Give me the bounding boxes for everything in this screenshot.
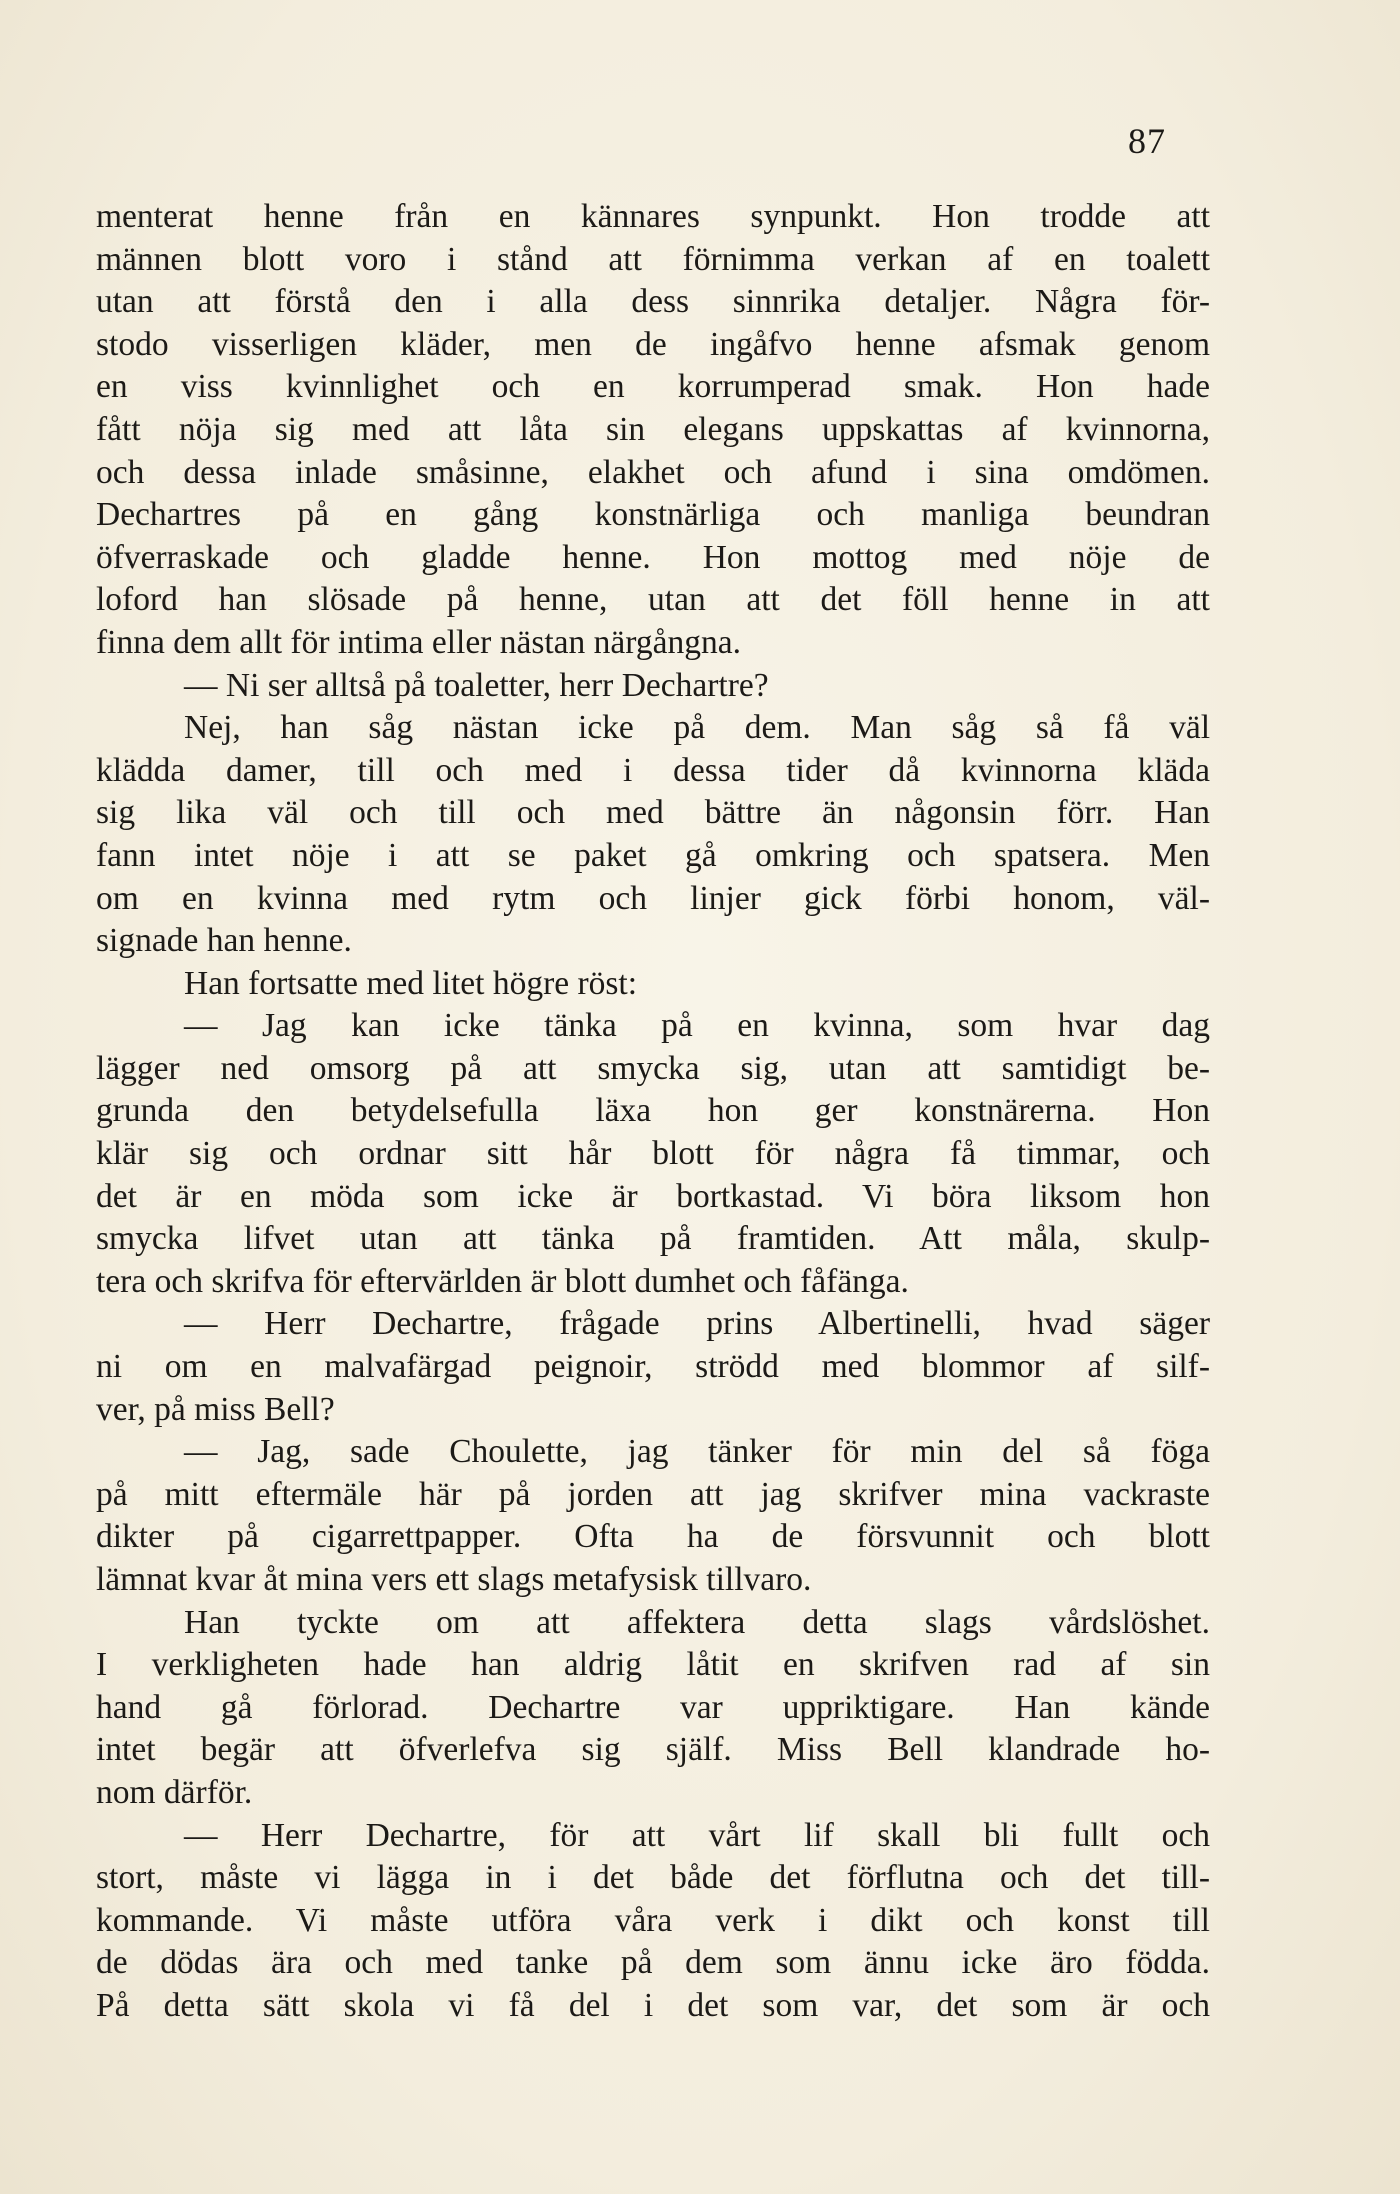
text-line: det är en möda som icke är bortkastad. Vi böra liksom hon: [96, 1177, 1210, 1215]
text-line: kommande. Vi måste utföra våra verk i dikt och konst till: [96, 1901, 1210, 1939]
text-line: fått nöja sig med att låta sin elegans uppskattas af kvinnorna,: [96, 410, 1210, 448]
text-line: och dessa inlade småsinne, elakhet och afund i sina omdömen.: [96, 453, 1210, 491]
text-line: männen blott voro i stånd att förnimma verkan af en toalett: [96, 240, 1210, 278]
text-line: sig lika väl och till och med bättre än någonsin förr. Han: [96, 794, 1210, 832]
text-line: klär sig och ordnar sitt hår blott för några få timmar, och: [96, 1135, 1210, 1173]
text-line: — Herr Dechartre, frågade prins Albertinelli, hvad säger: [184, 1305, 1210, 1343]
text-line: På detta sätt skola vi få del i det som var, det som är och: [96, 1986, 1210, 2024]
text-line: en viss kvinnlighet och en korrumperad smak. Hon hade: [96, 368, 1210, 406]
text-line: smycka lifvet utan att tänka på framtiden. Att måla, skulp-: [96, 1220, 1210, 1258]
text-line: — Herr Dechartre, för att vårt lif skall bli fullt och: [184, 1816, 1210, 1854]
text-line: nom därför.: [96, 1773, 253, 1811]
text-line: ni om en malvafärgad peignoir, strödd med blommor af silf-: [96, 1348, 1210, 1386]
text-line: Dechartres på en gång konstnärliga och manliga beundran: [96, 496, 1210, 534]
text-line: på mitt eftermäle här på jorden att jag skrifver mina vackraste: [96, 1475, 1210, 1513]
text-line: menterat henne från en kännares synpunkt. Hon trodde att: [96, 198, 1210, 235]
text-line: grunda den betydelsefulla läxa hon ger konstnärerna. Hon: [96, 1092, 1210, 1130]
text-line: fann intet nöje i att se paket gå omkring och spatsera. Men: [96, 836, 1210, 874]
text-line: stodo visserligen kläder, men de ingåfvo henne afsmak genom: [96, 325, 1210, 363]
text-line: — Ni ser alltså på toaletter, herr Dechartre?: [184, 666, 769, 704]
body-text: [96, 196, 1210, 2028]
text-line: klädda damer, till och med i dessa tider då kvinnorna kläda: [96, 751, 1210, 789]
text-line: I verkligheten hade han aldrig låtit en skrifven rad af sin: [96, 1646, 1210, 1684]
text-line: Han tyckte om att affektera detta slags vårdslöshet.: [184, 1603, 1210, 1641]
text-line: ver, på miss Bell?: [96, 1390, 335, 1428]
text-line: tera och skrifva för eftervärlden är blott dumhet och fåfänga.: [96, 1262, 909, 1300]
text-line: lämnat kvar åt mina vers ett slags metafysisk tillvaro.: [96, 1561, 812, 1598]
text-line: om en kvinna med rytm och linjer gick förbi honom, väl-: [96, 879, 1210, 917]
text-line: de dödas ära och med tanke på dem som ännu icke äro födda.: [96, 1944, 1210, 1982]
text-line: loford han slösade på henne, utan att det föll henne in att: [96, 581, 1210, 619]
text-line: öfverraskade och gladde henne. Hon mottog med nöje de: [96, 538, 1210, 576]
text-line: dikter på cigarrettpapper. Ofta ha de försvunnit och blott: [96, 1518, 1210, 1556]
text-line: hand gå förlorad. Dechartre var uppriktigare. Han kände: [96, 1688, 1210, 1726]
text-line: Nej, han såg nästan icke på dem. Man såg så få väl: [184, 709, 1210, 747]
text-line: signade han henne.: [96, 922, 352, 960]
text-line: intet begär att öfverlefva sig själf. Miss Bell klandrade ho-: [96, 1731, 1210, 1769]
text-line: — Jag kan icke tänka på en kvinna, som hvar dag: [184, 1007, 1210, 1045]
text-line: finna dem allt för intima eller nästan närgångna.: [96, 623, 741, 661]
text-line: Han fortsatte med litet högre röst:: [184, 964, 638, 1002]
text-line: utan att förstå den i alla dess sinnrika detaljer. Några för-: [96, 283, 1210, 321]
text-line: lägger ned omsorg på att smycka sig, utan att samtidigt be-: [96, 1049, 1210, 1087]
page-number: 87: [1128, 121, 1166, 161]
text-line: stort, måste vi lägga in i det både det förflutna och det till-: [96, 1859, 1210, 1897]
text-line: — Jag, sade Choulette, jag tänker för min del så föga: [184, 1433, 1210, 1471]
